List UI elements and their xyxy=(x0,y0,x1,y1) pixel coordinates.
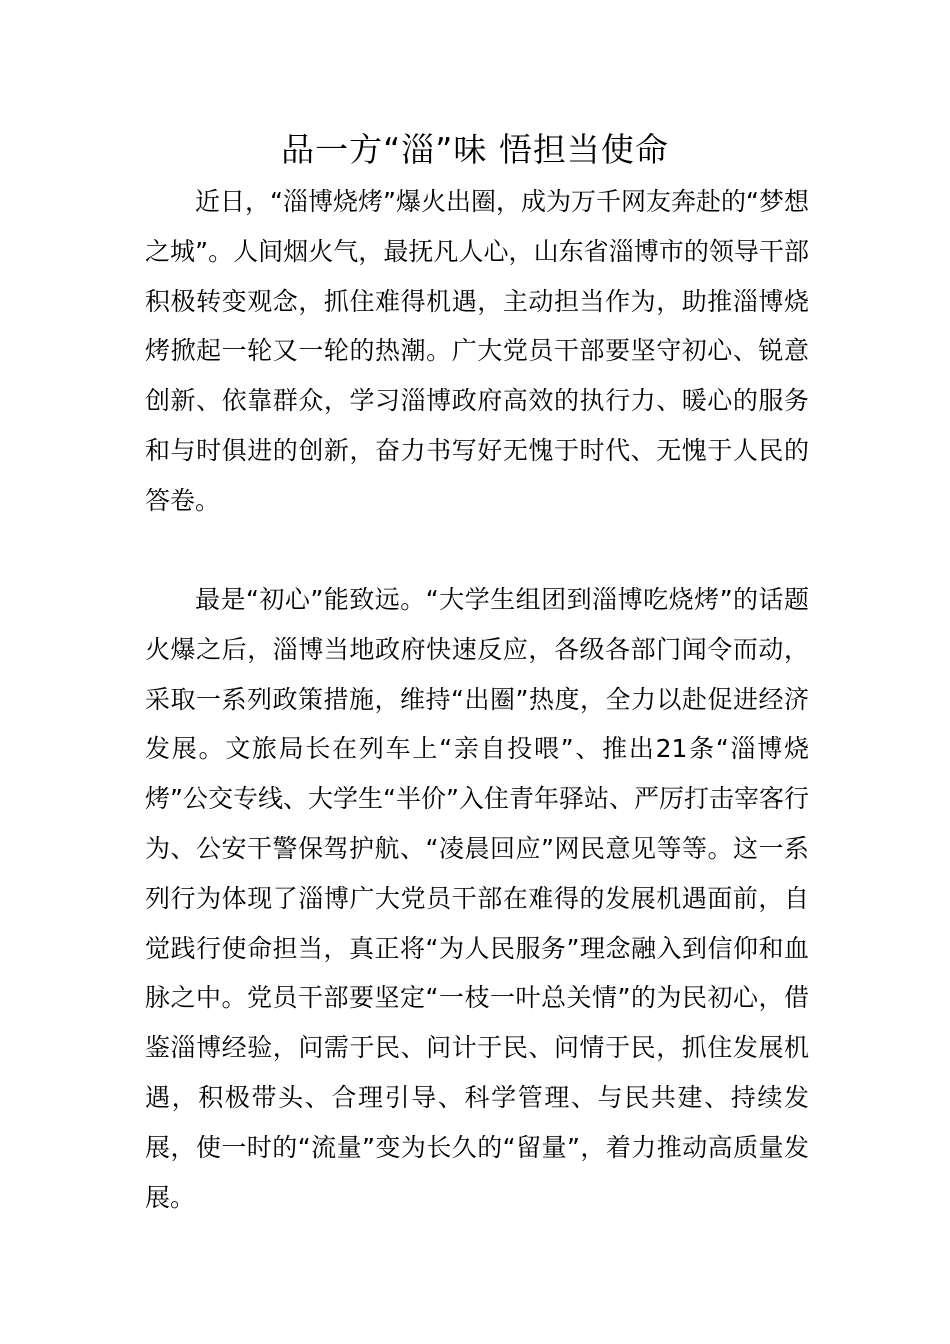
paragraph-original-aspiration: 最是“初心”能致远。“大学生组团到淄博吃烧烤”的话题火爆之后，淄博当地政府快速反应，各级各部门闻令而动，采取一系列政策措施，维持“出圈”热度，全力以赴促进经济发展。文旅局长在列车上“亲自投喂”、推出21条“淄博烧烤”公交专线、大学生“半价”入住青年驿站、严厉打击宰客行为、公安干警保驾护航、“凌晨回应”网民意见等等。这一系列行为体现了淄博广大党员干部在难得的发展机遇面前，自觉践行使命担当，真正将“为人民服务”理念融入到信仰和血脉之中。党员干部要坚定“一枝一叶总关情”的为民初心，借鉴淄博经验，问需于民、问计于民、问情于民，抓住发展机遇，积极带头、合理引导、科学管理、与民共建、持续发展，使一时的“流量”变为长久的“留量”，着力推动高质量发展。 xyxy=(145,585,809,1212)
document-title: 品一方“淄”味 悟担当使命 xyxy=(281,130,669,169)
paragraph-intro: 近日，“淄博烧烤”爆火出圈，成为万千网友奔赴的“梦想之城”。人间烟火气，最抚凡人心，山东省淄博市的领导干部积极转变观念，抓住难得机遇，主动担当作为，助推淄博烧烤掀起一轮又一轮的热潮。广大党员干部要坚守初心、锐意创新、依靠群众，学习淄博政府高效的执行力、暖心的服务和与时俱进的创新，奋力书写好无愧于时代、无愧于人民的答卷。 xyxy=(145,187,809,515)
